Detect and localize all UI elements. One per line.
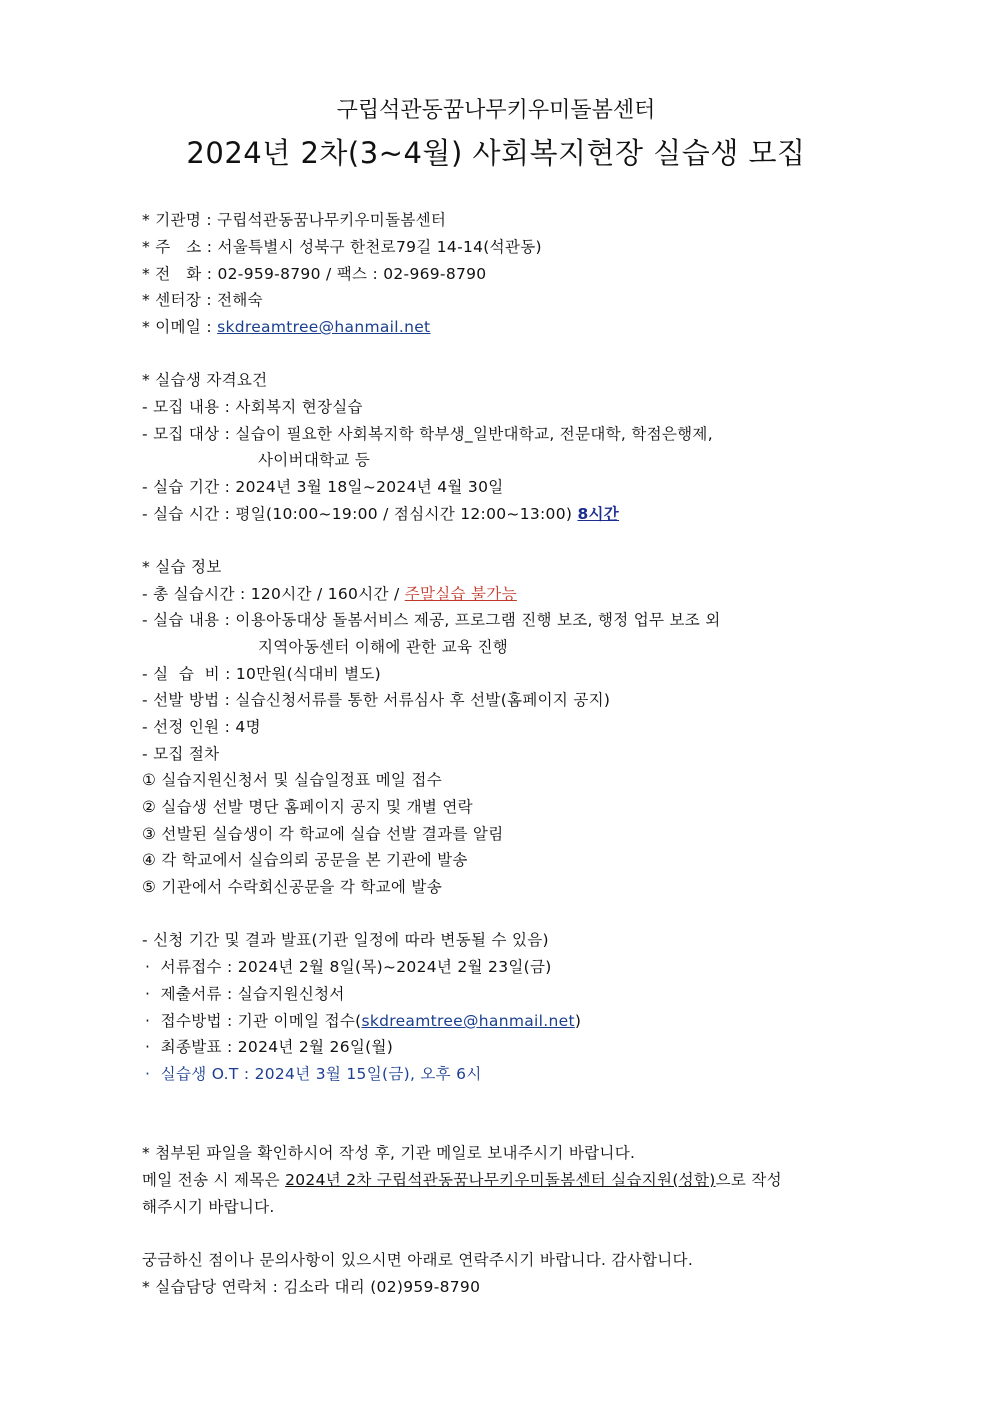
- email-link[interactable]: skdreamtree@hanmail.net: [217, 318, 431, 336]
- selection-count-line: [142, 717, 261, 737]
- practice-info-heading: * 실습 정보: [142, 558, 222, 576]
- selection-method-label: - 선발 방법 :: [142, 691, 236, 709]
- procedure-step: ④ 각 학교에서 실습의뢰 공문을 본 기관에 발송: [142, 851, 468, 869]
- inquiry-text: 궁금하신 점이나 문의사항이 있으시면 아래로 연락주시기 바랍니다. 감사합니다.: [142, 1251, 694, 1269]
- info-address-line: [142, 237, 542, 257]
- info-email-label: * 이메일 :: [142, 318, 218, 336]
- recruit-content-value: 사회복지 현장실습: [235, 398, 363, 416]
- mail-subject-prefix: 메일 전송 시 제목은: [142, 1171, 286, 1189]
- total-hours-label: - 총 실습시간 :: [142, 585, 251, 603]
- practice-content-line: [142, 610, 721, 630]
- info-head-value: 전해숙: [217, 291, 263, 309]
- selection-count-label: - 선정 인원 :: [142, 718, 236, 736]
- info-tel-line: [142, 264, 486, 284]
- recruit-target-continued: 사이버대학교 등: [258, 451, 371, 469]
- total-hours-line: [142, 584, 517, 604]
- recruit-content-line: [142, 397, 363, 417]
- qualification-heading: * 실습생 자격요건: [142, 371, 268, 389]
- practice-period-label: - 실습 기간 :: [142, 478, 236, 496]
- practice-time-value: 평일(10:00~19:00 / 점심시간 12:00~13:00): [235, 505, 578, 523]
- practice-content-label: - 실습 내용 :: [142, 611, 236, 629]
- practice-content-continued: 지역아동센터 이해에 관한 교육 진행: [258, 638, 509, 656]
- mail-subject-suffix: 으로 작성: [715, 1171, 782, 1189]
- application-receipt: · 서류접수 : 2024년 2월 8일(목)~2024년 2월 23일(금): [145, 958, 552, 976]
- mail-subject-continued: 해주시기 바랍니다.: [142, 1198, 275, 1216]
- application-method-suffix: ): [574, 1012, 582, 1030]
- page-title: 2024년 2차(3~4월) 사회복지현장 실습생 모집: [186, 136, 806, 170]
- selection-count-value: 4명: [235, 718, 261, 736]
- info-tel-label: * 전 화 :: [142, 265, 218, 283]
- recruit-target-line: [142, 424, 713, 444]
- final-announcement: · 최종발표 : 2024년 2월 26일(월): [145, 1038, 394, 1056]
- procedure-step: ② 실습생 선발 명단 홈페이지 공지 및 개별 연락: [142, 798, 473, 816]
- selection-method-value: 실습신청서류를 통한 서류심사 후 선발(홈페이지 공지): [235, 691, 611, 709]
- info-address-label: * 주 소 :: [142, 238, 218, 256]
- procedure-step: ① 실습지원신청서 및 실습일정표 메일 접수: [142, 771, 442, 789]
- info-tel-value: 02-959-8790 / 팩스 : 02-969-8790: [217, 265, 487, 283]
- practice-hours-highlight: 8시간: [577, 505, 620, 523]
- mail-subject-format: 2024년 2차 구립석관동꿈나무키우미돌봄센터 실습지원(성함): [285, 1171, 716, 1189]
- application-email-link[interactable]: skdreamtree@hanmail.net: [361, 1012, 575, 1030]
- weekend-note: 주말실습 불가능: [404, 585, 517, 603]
- practice-fee-line: [142, 664, 381, 684]
- orientation-line: · 실습생 O.T : 2024년 3월 15일(금), 오후 6시: [145, 1065, 482, 1083]
- procedure-step: ③ 선발된 실습생이 각 학교에 실습 선발 결과를 알림: [142, 825, 504, 843]
- mail-subject-line: [142, 1170, 782, 1190]
- application-method-prefix: · 접수방법 : 기관 이메일 접수(: [145, 1012, 362, 1030]
- info-address-value: 서울특별시 성북구 한천로79길 14-14(석관동): [217, 238, 542, 256]
- practice-time-label: - 실습 시간 :: [142, 505, 236, 523]
- practice-period-line: [142, 477, 504, 497]
- info-org-value: 구립석관동꿈나무키우미돌봄센터: [217, 211, 447, 229]
- info-head-label: * 센터장 :: [142, 291, 218, 309]
- contact-line: * 실습담당 연락처 : 김소라 대리 (02)959-8790: [142, 1278, 481, 1296]
- recruit-target-label: - 모집 대상 :: [142, 425, 236, 443]
- practice-time-line: [142, 504, 619, 524]
- application-heading: - 신청 기간 및 결과 발표(기관 일정에 따라 변동될 수 있음): [142, 931, 549, 949]
- application-documents: · 제출서류 : 실습지원신청서: [145, 985, 345, 1003]
- practice-fee-value: 10만원(식대비 별도): [235, 665, 381, 683]
- recruit-target-value: 실습이 필요한 사회복지학 학부생_일반대학교, 전문대학, 학점은행제,: [235, 425, 713, 443]
- recruit-content-label: - 모집 내용 :: [142, 398, 236, 416]
- total-hours-value: 120시간 / 160시간 /: [250, 585, 405, 603]
- application-method-line: [145, 1011, 581, 1031]
- info-org-line: [142, 210, 446, 230]
- selection-method-line: [142, 690, 610, 710]
- info-email-line: [142, 317, 430, 337]
- org-name: 구립석관동꿈나무키우미돌봄센터: [336, 98, 656, 123]
- practice-fee-label: - 실 습 비 :: [142, 665, 236, 683]
- info-head-line: [142, 290, 263, 310]
- practice-content-value: 이용아동대상 돌봄서비스 제공, 프로그램 진행 보조, 행정 업무 보조 외: [235, 611, 721, 629]
- info-org-label: * 기관명 :: [142, 211, 218, 229]
- practice-period-value: 2024년 3월 18일~2024년 4월 30일: [235, 478, 504, 496]
- attachment-note: * 첨부된 파일을 확인하시어 작성 후, 기관 메일로 보내주시기 바랍니다.: [142, 1144, 636, 1162]
- procedure-heading: - 모집 절차: [142, 745, 220, 763]
- procedure-step: ⑤ 기관에서 수락회신공문을 각 학교에 발송: [142, 878, 442, 896]
